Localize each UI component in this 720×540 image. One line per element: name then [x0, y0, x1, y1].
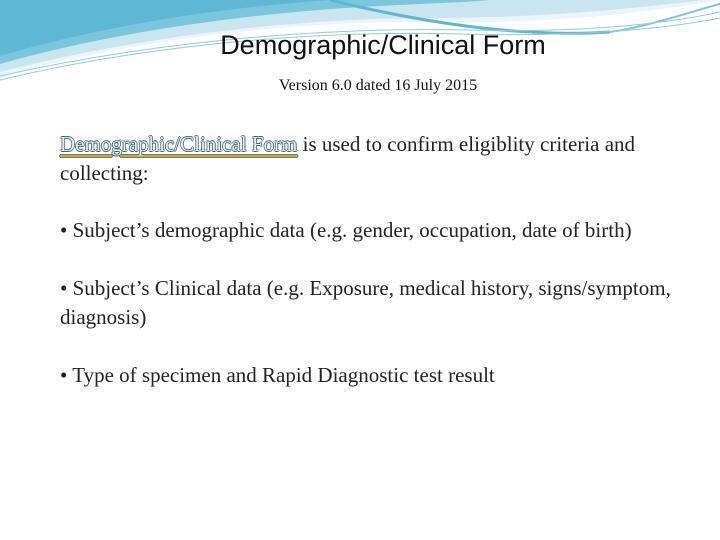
bullet-specimen: • Type of specimen and Rapid Diagnostic test result — [60, 363, 495, 387]
slide-body — [60, 130, 700, 419]
form-name-highlight: Demographic/Clinical Form — [60, 132, 298, 156]
version-subtitle: Version 6.0 dated 16 July 2015 — [278, 77, 478, 94]
intro-text: is used to confirm eligiblity criteria and collecting: — [60, 132, 636, 185]
intro-paragraph — [60, 130, 700, 188]
bullet-clinical: • Subject’s Clinical data (e.g. Exposure, medical history, signs/symptom, diagnosis) — [60, 276, 671, 329]
bullet-demographic: • Subject’s demographic data (e.g. gender, occupation, date of birth) — [60, 218, 632, 242]
page-title: Demographic/Clinical Form — [220, 30, 546, 60]
